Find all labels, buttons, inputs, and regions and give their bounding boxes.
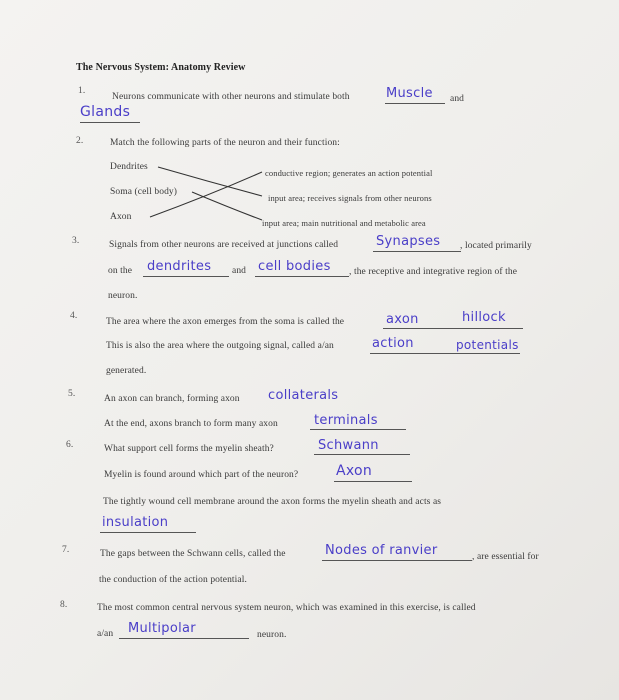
question-6-answer-3: insulation [102,515,169,530]
question-6-number: 6. [66,440,74,450]
question-6-answer-2: Axon [336,463,373,479]
page-title: The Nervous System: Anatomy Review [76,62,246,73]
question-4-text-a: The area where the axon emerges from the soma is called the [106,317,345,327]
answer-line [314,454,410,455]
question-2-text: Match the following parts of the neuron and their function: [110,138,340,148]
question-7-text-b: , are essential for [472,552,539,562]
question-3-text-d: and [232,266,247,276]
question-2-number: 2. [76,136,84,146]
question-8-text-b: a/an [97,629,114,639]
question-3-text-a: Signals from other neurons are received at junctions called [109,240,339,250]
question-3-number: 3. [72,236,80,246]
question-1-and: and [450,94,465,104]
answer-line [310,429,406,430]
question-3-text-c: on the [108,266,133,276]
question-6-text-c: The tightly wound cell membrane around the axon forms the myelin sheath and acts as [103,497,442,507]
question-1-answer-2: Glands [80,104,131,120]
answer-line [255,276,349,277]
answer-line [322,560,472,561]
question-5-answer-2: terminals [314,413,378,428]
question-4-text-b: This is also the area where the outgoing signal, called a/an [106,341,334,351]
question-5-number: 5. [68,389,76,399]
answer-line [334,481,412,482]
answer-line [370,353,520,354]
question-7-text-c: the conduction of the action potential. [99,575,247,585]
match-right-nutritional: input area; main nutritional and metabolic area [262,218,426,228]
answer-line [373,251,461,252]
question-5-text-a: An axon can branch, forming axon [104,394,240,404]
question-5-text-b: At the end, axons branch to form many axon [104,419,278,429]
question-6-answer-1: Schwann [318,438,379,453]
question-3-text-b: , located primarily [460,241,532,251]
match-left-axon: Axon [110,212,132,222]
question-7-text-a: The gaps between the Schwann cells, called the [100,549,286,559]
question-1-text: Neurons communicate with other neurons and stimulate both [112,92,350,102]
question-4-answer-2a: action [372,336,414,351]
question-3-text-f: neuron. [108,291,138,301]
question-8-number: 8. [60,600,68,610]
question-7-answer-1: Nodes of ranvier [325,543,438,558]
question-4-text-c: generated. [106,366,147,376]
answer-line [143,276,229,277]
question-6-text-a: What support cell forms the myelin sheath? [104,444,274,454]
question-6-text-b: Myelin is found around which part of the neuron? [104,470,299,480]
question-7-number: 7. [62,545,70,555]
match-left-soma: Soma (cell body) [110,187,178,197]
question-3-answer-3: cell bodies [258,259,331,274]
question-5-answer-1: collaterals [268,388,339,403]
question-8-answer-1: Multipolar [128,621,196,636]
question-3-answer-2: dendrites [147,259,212,274]
answer-line [119,638,249,639]
question-4-answer-1b: hillock [462,310,506,325]
question-3-text-e: , the receptive and integrative region of the [349,267,518,277]
question-8-text-a: The most common central nervous system neuron, which was examined in this exercise, is called [97,603,476,613]
answer-line [100,532,196,533]
question-8-text-c: neuron. [257,630,287,640]
question-1-number: 1. [78,86,86,96]
question-1-answer-1: Muscle [386,86,433,101]
match-right-conductive: conductive region; generates an action potential [265,168,433,178]
match-left-dendrites: Dendrites [110,162,148,172]
question-4-answer-2b: potentials [456,338,519,352]
question-4-number: 4. [70,311,78,321]
question-3-answer-1: Synapses [376,234,441,249]
question-4-answer-1a: axon [386,312,419,327]
match-right-input-signals: input area; receives signals from other neurons [268,193,432,203]
answer-line [383,328,523,329]
